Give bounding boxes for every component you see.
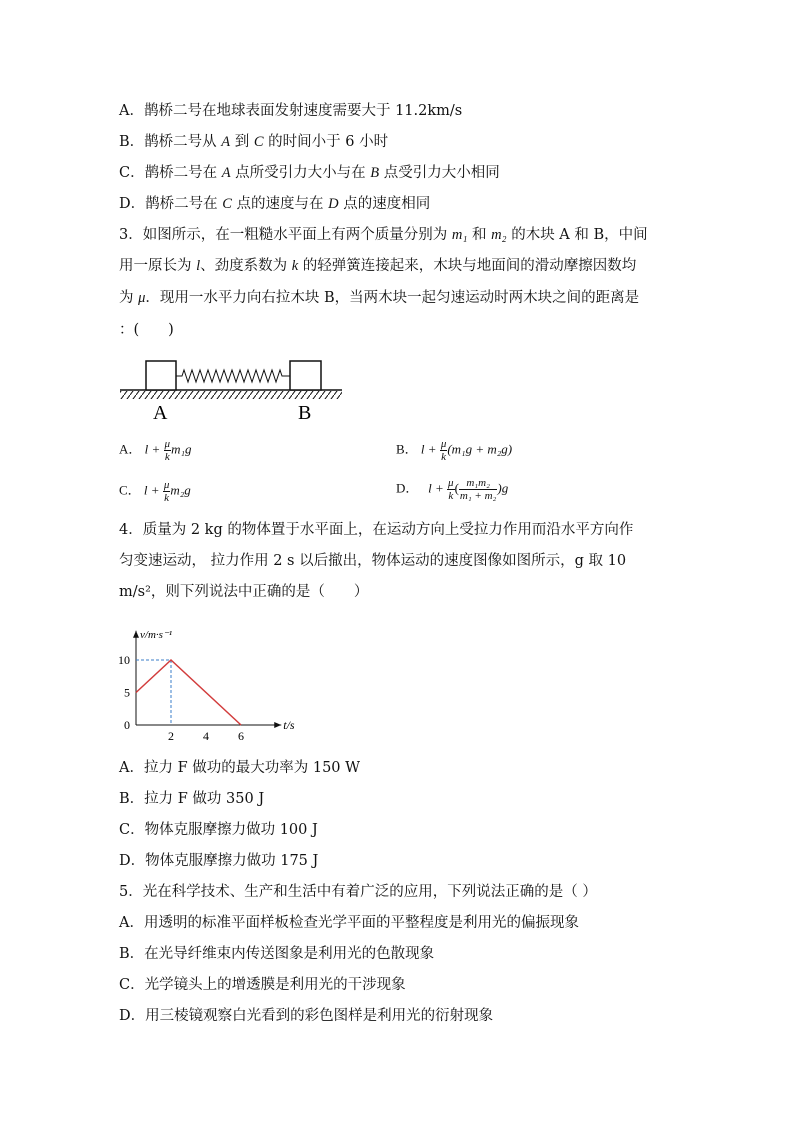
q3-text: 用一原长为 bbox=[119, 258, 197, 274]
q2-option-b bbox=[119, 132, 388, 152]
option-label: C． bbox=[119, 482, 141, 498]
q3-var-mu: μ bbox=[138, 290, 146, 306]
y-axis-label: v/m·s⁻¹ bbox=[140, 628, 173, 641]
q2-d-var-1: C bbox=[222, 196, 232, 212]
frac-den: m₁ + m₂ bbox=[459, 490, 497, 502]
q3-text: ．现用一水平力向右拉木块 B，当两木块一起匀速运动时两木块之间的距离是 bbox=[145, 290, 640, 306]
q5-option-a: A．用透明的标准平面样板检查光学平面的平整程度是利用光的偏振现象 bbox=[119, 915, 579, 931]
option-label: B． bbox=[396, 441, 418, 457]
q4-option-a: A．拉力 F 做功的最大功率为 150 W bbox=[119, 760, 361, 776]
q3-option-d bbox=[396, 477, 508, 502]
q4-option-c: C．物体克服摩擦力做功 100 J bbox=[119, 822, 318, 838]
x-axis-arrow bbox=[274, 722, 281, 728]
q3-text: 和 bbox=[467, 227, 492, 243]
frac-num: μ bbox=[164, 438, 171, 450]
formula-tail: m₁g bbox=[171, 441, 192, 457]
formula-l-plus: l + bbox=[428, 480, 444, 496]
q2-option-a: A．鹊桥二号在地球表面发射速度需要大于 11.2km/s bbox=[119, 103, 463, 119]
q3-text: 的木块 A 和 B，中间 bbox=[506, 227, 648, 243]
q2-d-text-2: 点的速度与在 bbox=[231, 196, 329, 212]
y-tick-label: 10 bbox=[118, 653, 130, 667]
spring-blocks-figure bbox=[118, 355, 346, 425]
x-tick-label: 4 bbox=[203, 729, 209, 743]
q3-stem-line-4: ：( ) bbox=[119, 322, 174, 338]
y-tick-label: 5 bbox=[124, 685, 130, 700]
q4-option-d: D．物体克服摩擦力做功 175 J bbox=[119, 853, 319, 869]
fraction-m1m2 bbox=[459, 477, 497, 502]
q2-b-text-2: 到 bbox=[230, 134, 254, 150]
velocity-line bbox=[136, 660, 241, 725]
q4-stem-line-2: 匀变速运动， 拉力作用 2 s 以后撤出，物体运动的速度图像如图所示，g 取 10 bbox=[119, 553, 627, 569]
formula-tail: m₂g bbox=[170, 482, 191, 498]
frac-den: k bbox=[441, 451, 447, 463]
q2-option-c bbox=[119, 163, 500, 183]
label-a: A bbox=[153, 402, 168, 424]
q4-stem-line-3: m/s²，则下列说法中正确的是（ ） bbox=[119, 584, 369, 600]
q3-stem-line-3 bbox=[119, 288, 639, 308]
q5-option-d: D．用三棱镜观察白光看到的彩色图样是利用光的衍射现象 bbox=[119, 1008, 494, 1024]
y-axis-arrow bbox=[133, 631, 139, 638]
q3-option-b bbox=[396, 438, 512, 463]
q2-option-d bbox=[119, 194, 430, 214]
q4-stem-line-1: 4．质量为 2 kg 的物体置于水平面上，在运动方向上受拉力作用而沿水平方向作 bbox=[119, 522, 634, 538]
ground-hatch bbox=[120, 391, 342, 399]
q5-option-b: B．在光导纤维束内传送图象是利用光的色散现象 bbox=[119, 946, 435, 962]
formula-tail: )g bbox=[497, 480, 509, 496]
spring bbox=[176, 370, 290, 382]
formula-l-plus: l + bbox=[420, 441, 437, 457]
guide-lines bbox=[136, 660, 171, 725]
option-label: A． bbox=[119, 441, 142, 457]
q2-c-text-2: 点所受引力大小与在 bbox=[230, 165, 371, 181]
block-a bbox=[146, 361, 176, 390]
q3-option-c bbox=[119, 479, 191, 504]
x-tick-label: 6 bbox=[238, 729, 244, 743]
x-ticks bbox=[168, 729, 244, 743]
option-label: D． bbox=[396, 480, 419, 496]
frac-num: m₁m₂ bbox=[459, 477, 497, 490]
q5-option-c: C．光学镜头上的增透膜是利用光的干涉现象 bbox=[119, 977, 406, 993]
q3-stem-line-1 bbox=[119, 225, 648, 245]
x-tick-label: 2 bbox=[168, 729, 174, 743]
q3-stem-line-2 bbox=[119, 256, 636, 276]
frac-num: μ bbox=[448, 477, 454, 489]
q4-option-b: B．拉力 F 做功 350 J bbox=[119, 791, 265, 807]
q2-c-text-3: 点受引力大小相同 bbox=[379, 165, 500, 181]
q3-option-a bbox=[119, 438, 191, 463]
fraction-mu-k bbox=[164, 438, 172, 463]
q2-d-text-3: 点的速度相同 bbox=[338, 196, 431, 212]
q2-d-text-1: D．鹊桥二号在 bbox=[119, 196, 223, 212]
frac-num: μ bbox=[440, 438, 447, 450]
q2-c-var-1: A bbox=[221, 165, 231, 181]
q3-text: 为 bbox=[119, 290, 139, 306]
q2-b-text-1: B．鹊桥二号从 bbox=[119, 134, 222, 150]
frac-den: k bbox=[164, 451, 170, 463]
velocity-time-chart bbox=[110, 610, 310, 750]
frac-den: k bbox=[448, 490, 454, 502]
q3-var-m1: m₁ bbox=[451, 227, 468, 243]
formula-l-plus: l + bbox=[143, 482, 160, 498]
q3-text: 的轻弹簧连接起来，木块与地面间的滑动摩擦因数均 bbox=[298, 258, 637, 274]
q2-b-text-3: 的时间小于 6 小时 bbox=[263, 134, 389, 150]
x-axis-label: t/s bbox=[283, 718, 295, 732]
q3-var-k: k bbox=[291, 258, 299, 274]
q2-b-var-1: A bbox=[221, 134, 231, 150]
formula-l-plus: l + bbox=[144, 441, 161, 457]
q2-c-text-1: C．鹊桥二号在 bbox=[119, 165, 222, 181]
q3-text: 3．如图所示，在一粗糙水平面上有两个质量分别为 bbox=[119, 227, 452, 243]
fraction-mu-k bbox=[447, 477, 455, 502]
paren-open: ( bbox=[454, 480, 459, 496]
y-ticks bbox=[118, 653, 130, 732]
q3-var-m2: m₂ bbox=[491, 227, 507, 243]
frac-num: μ bbox=[163, 479, 170, 491]
q2-d-var-2: D bbox=[328, 196, 339, 212]
y-tick-label: 0 bbox=[124, 718, 130, 732]
frac-den: k bbox=[164, 492, 170, 504]
block-b bbox=[290, 361, 321, 390]
label-b: B bbox=[298, 402, 312, 424]
q2-c-var-2: B bbox=[370, 165, 380, 181]
q3-text: 、劲度系数为 bbox=[200, 258, 292, 274]
q2-b-var-2: C bbox=[253, 134, 264, 150]
q5-stem: 5．光在科学技术、生产和生活中有着广泛的应用，下列说法正确的是（ ） bbox=[119, 884, 597, 900]
formula-tail: (m₁g + m₂g) bbox=[447, 441, 513, 457]
q3-var-l: l bbox=[196, 258, 201, 274]
